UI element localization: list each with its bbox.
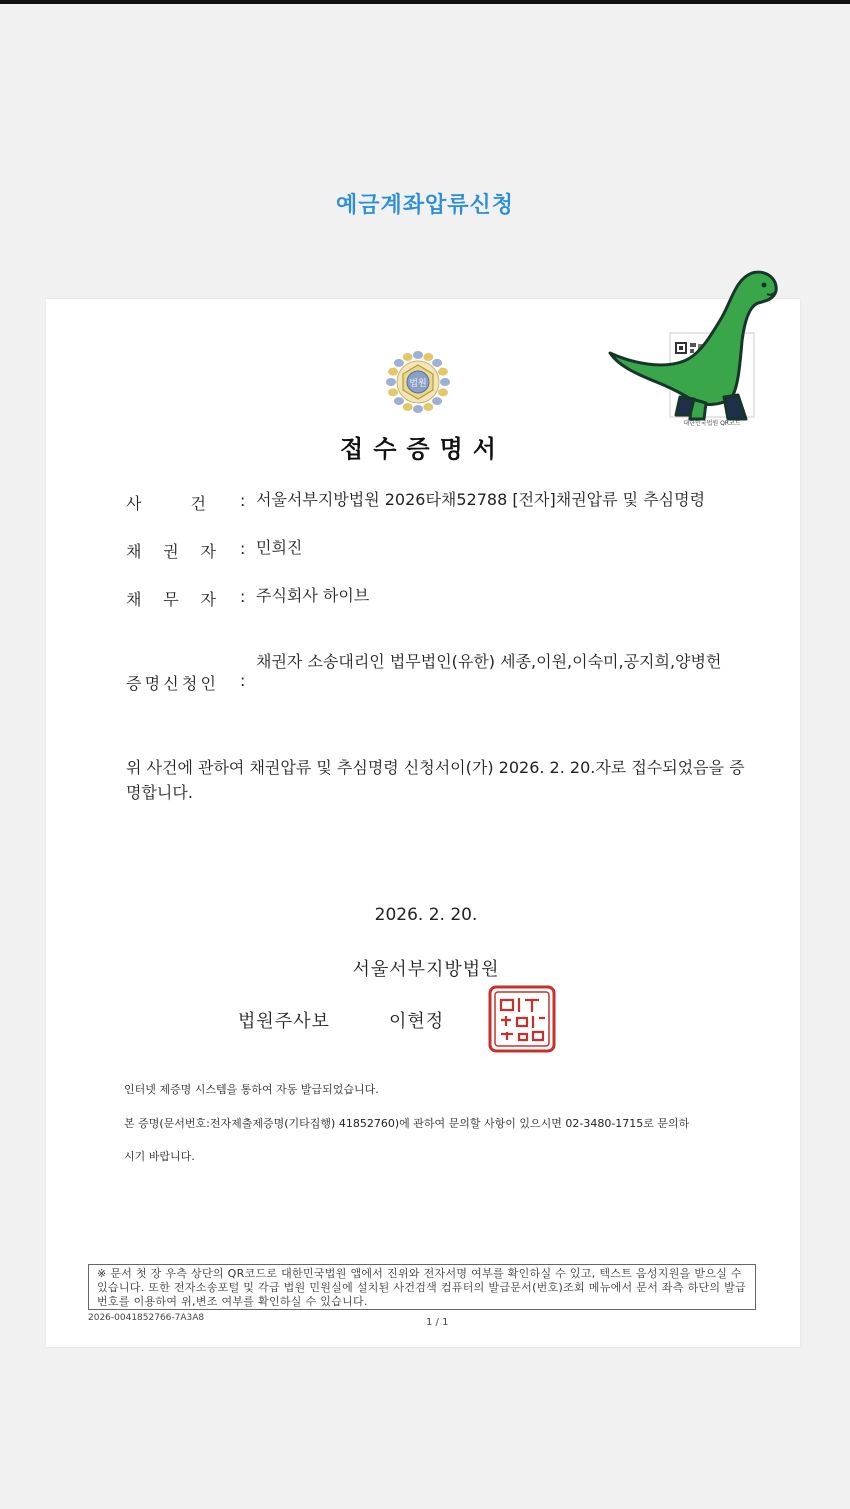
emblem-petal [413, 405, 423, 413]
status-bar [0, 0, 850, 4]
post-caption: 예금계좌압류신청 [335, 193, 515, 218]
emblem-petal [413, 351, 423, 359]
official-seal-icon [487, 984, 557, 1054]
field-applicant-label: 증 명 신 청 인 [126, 674, 216, 693]
dinosaur-sticker-icon [604, 269, 784, 434]
emblem-petal [423, 353, 433, 361]
court-name: 서울서부지방법원 [352, 959, 500, 980]
emblem-petal [394, 397, 404, 405]
svg-text:법원: 법원 [409, 379, 427, 389]
issue-number: 2026-0041852766-7A3A8 [88, 1313, 205, 1323]
note-line-1: 인터넷 제증명 시스템을 통하여 자동 발급되었습니다. [124, 1083, 379, 1096]
emblem-petal [438, 388, 448, 396]
note-line-2: 본 증명(문서번호:전자제출제증명(기타집행) 41852760)에 관하여 문의할 사항이 있으시면 02-3480-1715로 문의하 [124, 1117, 690, 1130]
svg-text:대한민국법원 QR코드: 대한민국법원 QR코드 [683, 420, 741, 427]
page-number: 1 / 1 [426, 1317, 449, 1328]
field-debtor-value: 주식회사 하이브 [256, 586, 370, 605]
emblem-petal [403, 353, 413, 361]
certificate-document: 법원 접수증명서 대한민국법원 QR코드 사 건 : 서울서부지방법원 2026타채52788 [전자]채권압류 및 추심명령 채 권 자 : 민희진 채 무 자 : 주식회사 하이브 증 명 신 청 인 : 채권자 소송대리인 법무법인(유한) 세종,이원,이숙미,공지희,양병헌 위 사건에 관하여 채권압류 및 추심명령 신청서이(가) 2026. 2. 20.자로 접수되었음을 증명합니다. 2026. 2. 20. 서울서부지방법원 법원주사보 이현정 인터넷 제증명 시스템을 통하여 자동 발급되었습니다. 본 증명(문서번호:전자제출제증명(기타집행) 41852760)에 관하여 문의할 사항이 있으시면 02-3480-1715로 문의하 시기 바랍니다. ※ 문서 첫 장 우측 상단의 QR코드로 대한민국법원 앱에서 진위와 전자서명 여부를 확인하실 수 있고, 텍스트 음성지원을 받으실 수 있습니다. 또한 전자소송포털 및 각급 법원 민원실에 설치된 사건검색 컴퓨터의 발급문서(번호)조회 메뉴에서 문서 좌측 하단의 발급번호를 이용하여 위,변조 여부를 확인하실 수 있습니다. 2026-0041852766-7A3A8 1 / 1 [46, 299, 800, 1347]
document-title: 접수증명서 [340, 435, 506, 463]
field-applicant-value: 채권자 소송대리인 법무법인(유한) 세종,이원,이숙미,공지희,양병헌 [256, 652, 722, 671]
field-creditor-value: 민희진 [256, 538, 303, 557]
field-case-label: 사 건 [126, 494, 206, 513]
emblem-petal [423, 403, 433, 411]
field-case-value: 서울서부지방법원 2026타채52788 [전자]채권압류 및 추심명령 [256, 490, 706, 509]
certification-statement: 위 사건에 관하여 채권압류 및 추심명령 신청서이(가) 2026. 2. 20.자로 접수되었음을 증명합니다. [126, 758, 745, 802]
emblem-petal [388, 368, 398, 376]
emblem-petal [394, 359, 404, 367]
issue-date: 2026. 2. 20. [374, 905, 478, 925]
emblem-petal [432, 359, 442, 367]
field-creditor-label: 채 권 자 [126, 542, 216, 561]
note-line-3: 시기 바랍니다. [124, 1150, 195, 1163]
officer-name: 이현정 [389, 1011, 445, 1032]
court-emblem-icon [383, 347, 453, 417]
verification-notice: ※ 문서 첫 장 우측 상단의 QR코드로 대한민국법원 앱에서 진위와 전자서명 여부를 확인하실 수 있고, 텍스트 음성지원을 받으실 수 있습니다. 또한 전자소송포털 및 각급 법원 민원실에 설치된 사건검색 컴퓨터의 발급문서(번호)조회 메뉴에서 문서 좌측 하단의 발급번호를 이용하여 위,변조 여부를 확인하실 수 있습니다. [88, 1264, 756, 1310]
emblem-petal [403, 403, 413, 411]
officer-title: 법원주사보 [238, 1011, 330, 1032]
field-debtor-label: 채 무 자 [126, 590, 216, 609]
emblem-petal [388, 388, 398, 396]
emblem-petal [432, 397, 442, 405]
emblem-petal [438, 368, 448, 376]
emblem-petal [386, 378, 396, 386]
emblem-petal [440, 378, 450, 386]
